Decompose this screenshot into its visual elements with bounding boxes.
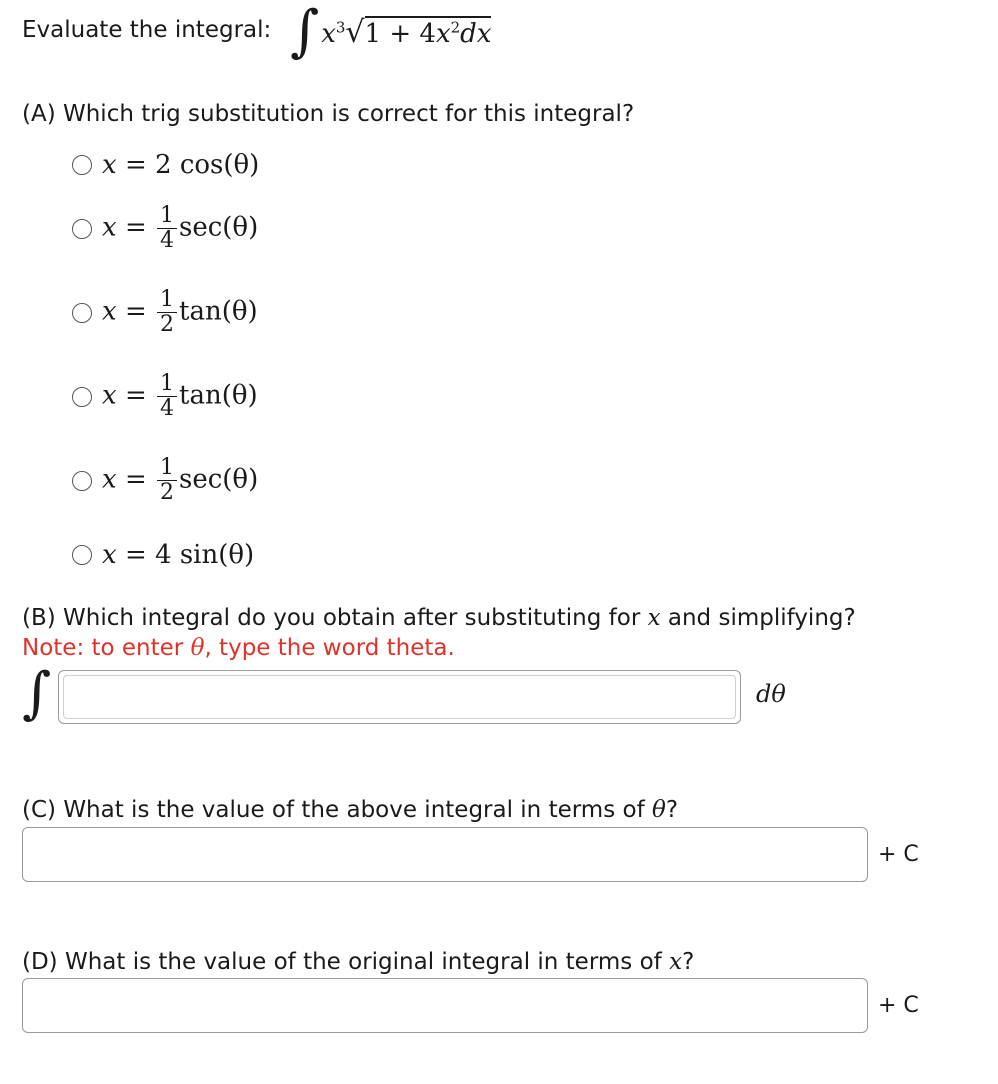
part-b-note: Note: to enter θ, type the word theta.	[22, 635, 455, 661]
part-b-label: (B) Which integral do you obtain after substituting for x and simplifying?	[22, 605, 856, 631]
fraction: $\frac{1}{4}$	[157, 372, 177, 421]
radicand: $1 + 4x^2dx$	[365, 16, 492, 49]
differential: dx	[460, 18, 492, 49]
main-integral	[290, 0, 492, 64]
part-a-label: (A) Which trig substitution is correct for this integral?	[22, 101, 635, 127]
integral-sign: ∫	[290, 0, 320, 64]
integral-sign-b: ∫	[22, 661, 52, 726]
option-3[interactable]: x = $\frac{1}{2}$ tan(θ)	[72, 288, 258, 337]
fraction: $\frac{1}{2}$	[157, 288, 177, 337]
fraction: $\frac{1}{4}$	[157, 204, 177, 253]
part-c-input[interactable]	[22, 827, 868, 882]
part-c-suffix: + C	[878, 842, 919, 867]
integrand-power: 3	[335, 17, 346, 36]
radio-option-1[interactable]	[72, 155, 92, 175]
part-d-label: (D) What is the value of the original integral in terms of x?	[22, 949, 695, 975]
option-5[interactable]: x = $\frac{1}{2}$ sec(θ)	[72, 456, 258, 505]
option-2[interactable]: x = $\frac{1}{4}$ sec(θ)	[72, 204, 258, 253]
option-4[interactable]: x = $\frac{1}{4}$ tan(θ)	[72, 372, 258, 421]
part-b-input[interactable]	[63, 675, 736, 719]
part-d-suffix: + C	[878, 993, 919, 1018]
fraction: $\frac{1}{2}$	[157, 456, 177, 505]
radio-option-4[interactable]	[72, 387, 92, 407]
radio-option-5[interactable]	[72, 471, 92, 491]
integrand-var: x	[321, 18, 336, 49]
part-d-input[interactable]	[22, 978, 868, 1033]
option-1[interactable]: x = 2 cos(θ)	[72, 150, 259, 180]
option-6[interactable]: x = 4 sin(θ)	[72, 540, 254, 570]
part-b-suffix: dθ	[756, 680, 786, 708]
sqrt-icon: √	[345, 14, 365, 50]
radio-option-2[interactable]	[72, 219, 92, 239]
integrand	[321, 15, 491, 50]
part-c-label: (C) What is the value of the above integral in terms of θ?	[22, 797, 679, 823]
radio-option-6[interactable]	[72, 545, 92, 565]
question-prompt: Evaluate the integral:	[22, 17, 272, 43]
part-b-input-frame[interactable]	[58, 670, 741, 724]
radio-option-3[interactable]	[72, 303, 92, 323]
